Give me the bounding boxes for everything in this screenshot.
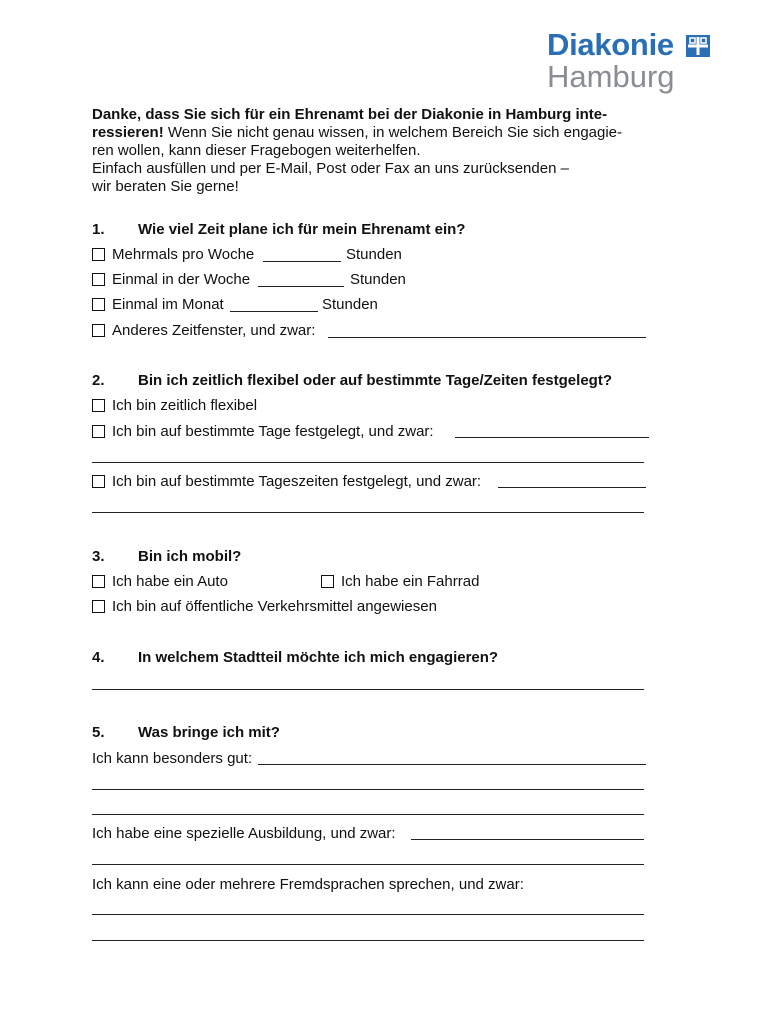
intro-line-4: Einfach ausfüllen und per E-Mail, Post oder Fax an uns zurücksenden – xyxy=(92,160,569,177)
logo-brand-name: Diakonie xyxy=(547,27,674,62)
question-5-number: 5. xyxy=(92,724,105,741)
checkbox-bestimmte-tageszeiten[interactable] xyxy=(92,475,105,488)
checkbox-mehrmals-pro-woche[interactable] xyxy=(92,248,105,261)
intro-line-2-bold: ressieren! xyxy=(92,124,164,141)
logo-city-name: Hamburg xyxy=(547,59,675,94)
skills-label: Ich kann besonders gut: xyxy=(92,750,253,767)
bestimmte-tageszeiten-field-line-2[interactable] xyxy=(92,512,644,513)
hours-field-monat[interactable] xyxy=(230,311,318,312)
option-oeffentliche-verkehrsmittel-label: Ich bin auf öffentliche Verkehrsmittel angewiesen xyxy=(112,598,437,615)
bestimmte-tageszeiten-field[interactable] xyxy=(498,487,646,488)
option-fahrrad-label: Ich habe ein Fahrrad xyxy=(341,573,480,590)
hours-unit-label: Stunden xyxy=(322,296,378,313)
skills-field-line-2[interactable] xyxy=(92,789,644,790)
intro-line-2: Wenn Sie nicht genau wissen, in welchem Bereich Sie sich engagie- xyxy=(163,124,623,141)
option-einmal-im-monat-label: Einmal im Monat xyxy=(112,296,224,313)
checkbox-einmal-im-monat[interactable] xyxy=(92,298,105,311)
intro-line-3: ren wollen, kann dieser Fragebogen weiterhelfen. xyxy=(92,142,421,159)
bestimmte-tage-field[interactable] xyxy=(455,437,649,438)
languages-label: Ich kann eine oder mehrere Fremdsprachen sprechen, und zwar: xyxy=(92,876,524,893)
question-2-number: 2. xyxy=(92,372,105,389)
skills-field[interactable] xyxy=(258,764,646,765)
option-bestimmte-tageszeiten-label: Ich bin auf bestimmte Tageszeiten festgelegt, und zwar: xyxy=(112,473,482,490)
checkbox-anderes-zeitfenster[interactable] xyxy=(92,324,105,337)
option-auto-label: Ich habe ein Auto xyxy=(112,573,228,590)
option-zeitlich-flexibel-label: Ich bin zeitlich flexibel xyxy=(112,397,258,414)
languages-field-line-2[interactable] xyxy=(92,940,644,941)
checkbox-fahrrad[interactable] xyxy=(321,575,334,588)
checkbox-einmal-in-der-woche[interactable] xyxy=(92,273,105,286)
question-3-title: Bin ich mobil? xyxy=(138,548,242,565)
intro-line-5: wir beraten Sie gerne! xyxy=(92,178,239,195)
training-field-line-2[interactable] xyxy=(92,864,644,865)
question-5-title: Was bringe ich mit? xyxy=(138,724,280,741)
intro-paragraph xyxy=(92,106,672,196)
question-3-number: 3. xyxy=(92,548,105,565)
checkbox-auto[interactable] xyxy=(92,575,105,588)
question-1-number: 1. xyxy=(92,221,105,238)
question-4-title: In welchem Stadtteil möchte ich mich engagieren? xyxy=(138,649,499,666)
checkbox-zeitlich-flexibel[interactable] xyxy=(92,399,105,412)
training-field[interactable] xyxy=(411,839,644,840)
hours-unit-label: Stunden xyxy=(350,271,406,288)
option-mehrmals-pro-woche-label: Mehrmals pro Woche xyxy=(112,246,255,263)
hours-field-woche[interactable] xyxy=(258,286,344,287)
checkbox-oeffentliche-verkehrsmittel[interactable] xyxy=(92,600,105,613)
diakonie-hamburg-logo xyxy=(547,28,710,92)
checkbox-bestimmte-tage[interactable] xyxy=(92,425,105,438)
anderes-zeitfenster-field[interactable] xyxy=(328,337,646,338)
stadtteil-field[interactable] xyxy=(92,689,644,690)
training-label: Ich habe eine spezielle Ausbildung, und zwar: xyxy=(92,825,396,842)
hours-field-mehrmals[interactable] xyxy=(263,261,341,262)
languages-field[interactable] xyxy=(92,914,644,915)
question-4-number: 4. xyxy=(92,649,105,666)
skills-field-line-3[interactable] xyxy=(92,814,644,815)
question-1-title: Wie viel Zeit plane ich für mein Ehrenamt ein? xyxy=(138,221,466,238)
hours-unit-label: Stunden xyxy=(346,246,402,263)
option-anderes-zeitfenster-label: Anderes Zeitfenster, und zwar: xyxy=(112,322,316,339)
intro-line-1: Danke, dass Sie sich für ein Ehrenamt bei der Diakonie in Hamburg inte- xyxy=(92,106,608,123)
diakonie-cross-icon xyxy=(686,35,710,57)
question-2-title: Bin ich zeitlich flexibel oder auf bestimmte Tage/Zeiten festgelegt? xyxy=(138,372,612,389)
option-bestimmte-tage-label: Ich bin auf bestimmte Tage festgelegt, und zwar: xyxy=(112,423,434,440)
bestimmte-tage-field-line-2[interactable] xyxy=(92,462,644,463)
option-einmal-in-der-woche-label: Einmal in der Woche xyxy=(112,271,251,288)
